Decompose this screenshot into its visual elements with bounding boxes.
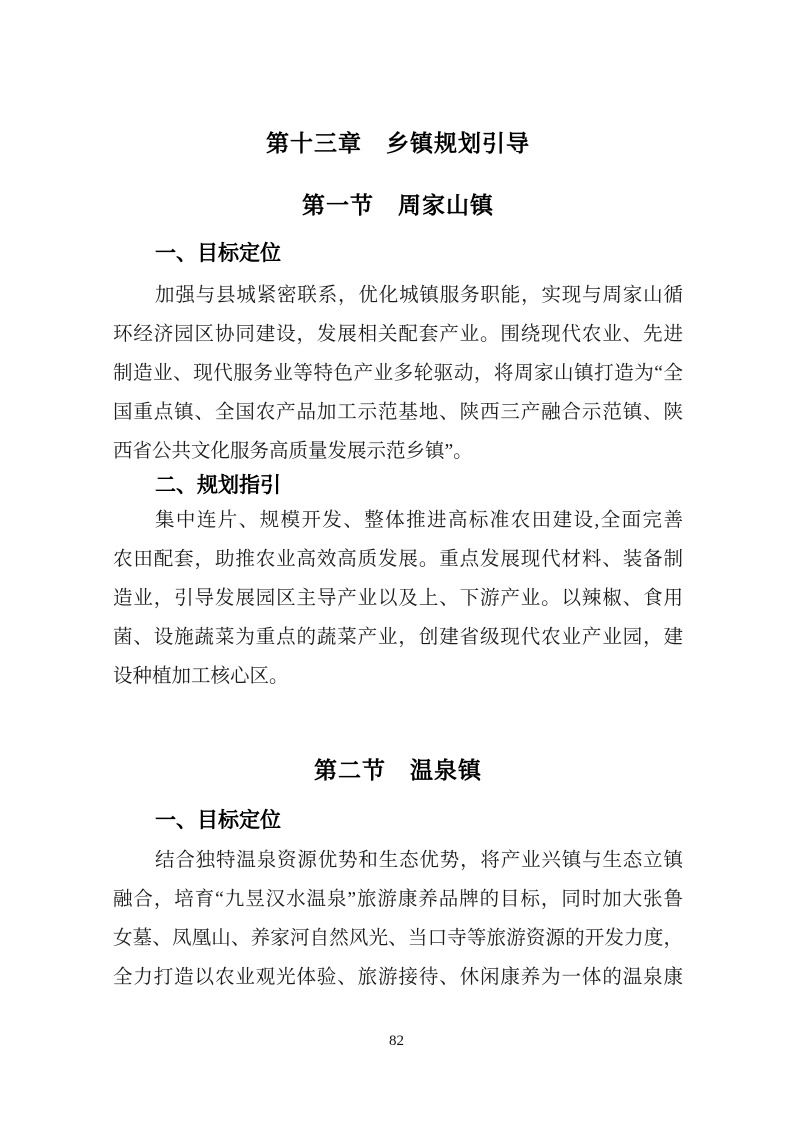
- paragraph-line: 制造业、现代服务业等特色产业多轮驱动，将周家山镇打造为“全: [113, 363, 683, 384]
- section-2-subheading-goal: 一、目标定位: [155, 809, 281, 832]
- section-2-title: 第二节 温泉镇: [314, 757, 482, 783]
- paragraph-line: 环经济园区协同建设，发展相关配套产业。围绕现代农业、先进: [113, 324, 683, 345]
- paragraph-line: 国重点镇、全国农产品加工示范基地、陕西三产融合示范镇、陕: [113, 402, 683, 423]
- section-1-paragraph-goal: [113, 276, 683, 471]
- paragraph-line: 融合，培育“九昱汉水温泉”旅游康养品牌的目标，同时加大张鲁: [113, 889, 683, 910]
- paragraph-line: 女墓、凤凰山、养家河自然风光、当口寺等旅游资源的开发力度，: [113, 928, 683, 949]
- paragraph-line: 设种植加工核心区。: [113, 666, 289, 687]
- paragraph-line: 农田配套，助推农业高效高质发展。重点发展现代材料、装备制: [113, 549, 683, 570]
- paragraph-line: 菌、设施蔬菜为重点的蔬菜产业，创建省级现代农业产业园，建: [113, 627, 683, 648]
- chapter-title: 第十三章 乡镇规划引导: [266, 130, 530, 156]
- section-1-subheading-goal: 一、目标定位: [155, 242, 281, 265]
- paragraph-line: 加强与县城紧密联系，优化城镇服务职能，实现与周家山循: [155, 285, 683, 306]
- page-number: 82: [389, 1033, 404, 1049]
- paragraph-line: 西省公共文化服务高质量发展示范乡镇”。: [113, 441, 473, 462]
- section-1-paragraph-plan: [113, 501, 683, 696]
- section-2-paragraph-goal: [113, 841, 683, 997]
- section-1-subheading-plan: 二、规划指引: [155, 474, 281, 497]
- page-content: [113, 0, 683, 997]
- paragraph-line: 结合独特温泉资源优势和生态优势，将产业兴镇与生态立镇: [155, 850, 683, 871]
- section-1-title: 第一节 周家山镇: [302, 192, 494, 218]
- paragraph-line: 造业，引导发展园区主导产业以及上、下游产业。以辣椒、食用: [113, 588, 683, 609]
- paragraph-line: 全力打造以农业观光体验、旅游接待、休闲康养为一体的温泉康: [113, 967, 683, 988]
- paragraph-line: 集中连片、规模开发、整体推进高标准农田建设,全面完善: [155, 510, 683, 531]
